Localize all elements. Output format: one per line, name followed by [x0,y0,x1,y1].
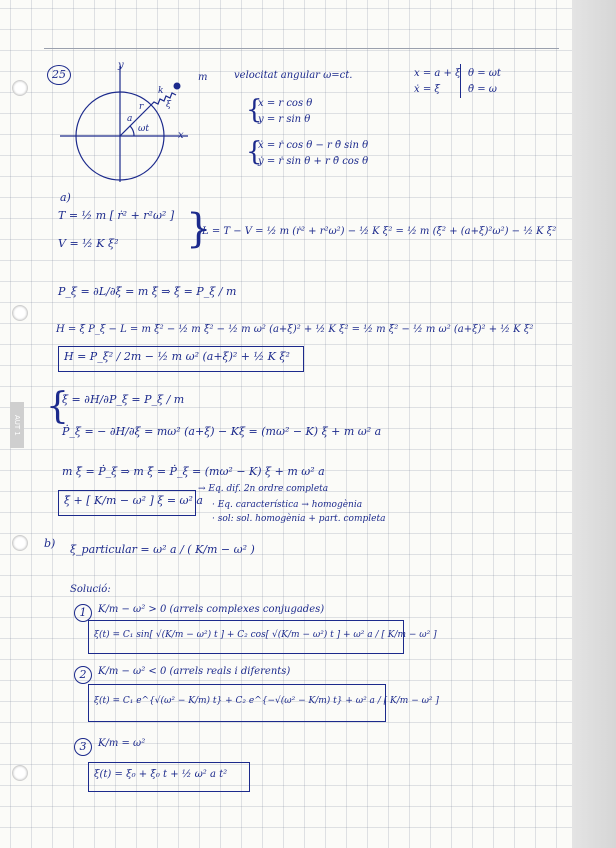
case-1-solution: ξ(t) = C₁ sin[ √(K/m − ω²) t ] + C₂ cos[ √(K/m − ω²) t ] + ω² a / [ K/m − ω² ] [94,630,437,640]
case-1-condition: K/m − ω² > 0 (arrels complexes conjugades) [98,604,325,615]
case-3-solution: ξ(t) = ξ₀ + ξ̇₀ t + ½ ω² a t² [94,769,228,780]
note-2: · Eq. característica → homogènia [212,500,363,510]
theta-dot-eq: θ̇ = ω [468,84,497,95]
binder-hole [12,305,28,321]
part-b-label: b) [44,537,56,550]
ode-boxed: ξ̈ + [ K/m − ω² ] ξ = ω² a [64,494,203,507]
position-eq-x: x = r cos θ [258,98,313,109]
label-k: k [158,86,164,96]
axis-x-label: x [178,130,184,141]
angular-velocity-note: velocitat angular ω=ct. [234,70,353,81]
brace: { [46,386,69,427]
mass-label: m [198,72,208,83]
particular-solution: ξ_particular = ω² a / ( K/m − ω² ) [70,543,255,556]
kinetic-energy: T = ½ m [ ṙ² + r²ω² ] [58,209,175,222]
angle-arc [130,126,134,136]
mass-dot [174,83,181,90]
hamiltonian-line: H = ξ̇ P_ξ − L = m ξ̇² − ½ m ξ̇² − ½ m ω² (a+ξ)² + ½ K ξ² = ½ m ξ̇² − ½ m ω² (a+ξ)² + ½ K ξ² [56,324,534,335]
coord-x: x = a + ξ [414,68,461,79]
note-3: · sol: sol. homogènia + part. completa [212,514,386,524]
axis-y-label: y [118,60,124,71]
position-eq-y: y = r sin θ [258,114,311,125]
label-a: a [127,114,133,124]
coord-xdot: ẋ = ξ̇ [414,84,440,95]
case-2-number: 2 [74,666,92,684]
brace: { [246,95,263,125]
divider [460,64,461,98]
case-2-solution: ξ(t) = C₁ e^{√(ω² − K/m) t} + C₂ e^{−√(ω² − K/m) t} + ω² a / [ K/m − ω² ] [94,696,439,706]
label-xi: ξ [166,100,171,110]
generalized-momentum: P_ξ = ∂L/∂ξ̇ = m ξ̇ ⇒ ξ̇ = P_ξ / m [58,285,237,298]
brace-right: } [186,206,212,252]
binder-hole [12,80,28,96]
binder-hole [12,535,28,551]
binder-hole [12,765,28,781]
theta-eq: θ = ωt [468,68,501,79]
case-1-number: 1 [74,604,92,622]
potential-energy: V = ½ K ξ² [58,237,119,250]
note-1: → Eq. dif. 2n ordre completa [198,484,329,494]
newton-line: m ξ̈ = Ṗ_ξ ⇒ m ξ̈ = Ṗ_ξ = (mω² − K) ξ + m ω² a [62,465,325,478]
solucio-label: Solució: [70,584,111,595]
header-rule [44,48,559,49]
case-3-number: 3 [74,738,92,756]
label-r: r [139,102,144,112]
label-theta: ωt [138,124,149,134]
lagrangian: L = T − V = ½ m (ṙ² + r²ω²) − ½ K ξ² = ½ m (ξ̇² + (a+ξ)²ω²) − ½ K ξ² [202,226,557,237]
margin-tab: AUT 1 [10,402,24,448]
case-2-condition: K/m − ω² < 0 (arrels reals i diferents) [98,666,291,677]
case-3-condition: K/m = ω² [98,738,146,749]
rotating-rod-figure [60,62,210,192]
brace: { [246,137,263,167]
velocity-eq-y: ẏ = ṙ sin θ + r θ̇ cos θ [258,156,369,167]
hamilton-eq-p: Ṗ_ξ = − ∂H/∂ξ = mω² (a+ξ) − Kξ = (mω² − K) ξ + m ω² a [62,425,382,438]
velocity-eq-x: ẋ = ṙ cos θ − r θ̇ sin θ [258,140,369,151]
problem-number: 25 [47,65,71,85]
page-edge-shadow [572,0,616,848]
hamiltonian-boxed: H = P_ξ² / 2m − ½ m ω² (a+ξ)² + ½ K ξ² [64,350,290,363]
part-a-label: a) [60,191,71,204]
hamilton-eq-xi: ξ̇ = ∂H/∂P_ξ = P_ξ / m [62,393,185,406]
